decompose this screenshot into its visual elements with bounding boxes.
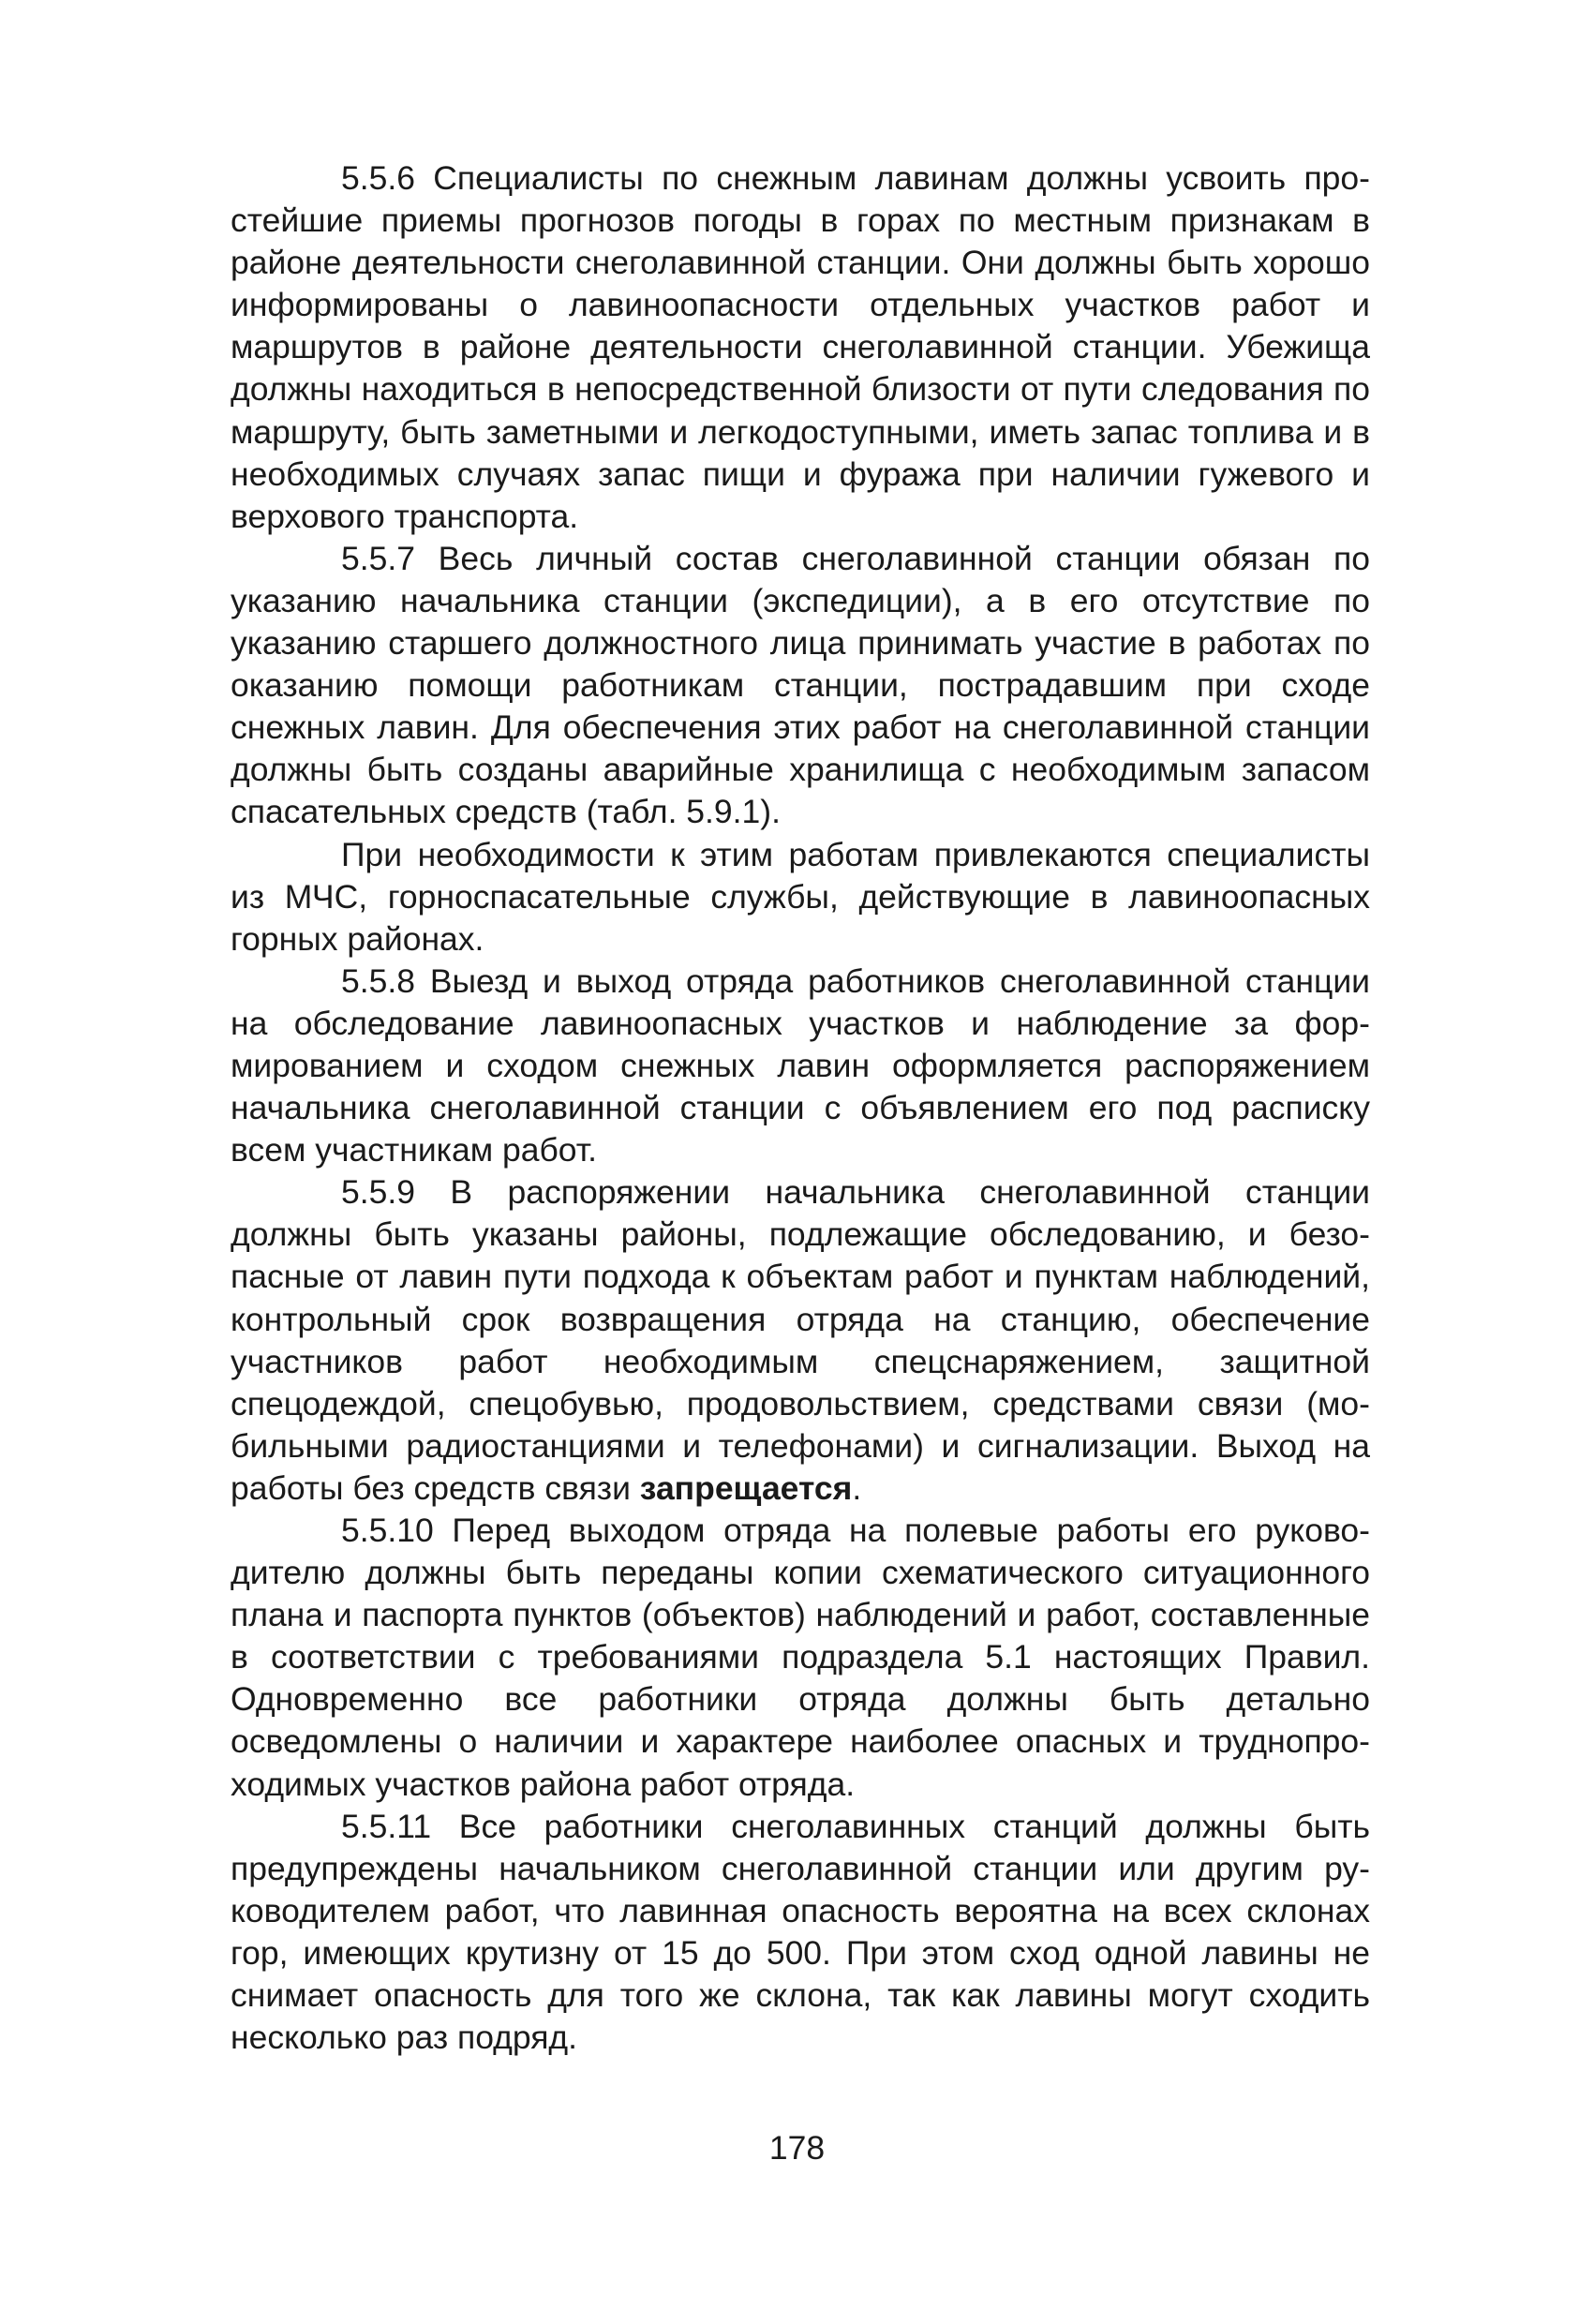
- paragraph-5-5-9-emphasis: запрещается: [639, 1468, 853, 1507]
- paragraph-5-5-10: 5.5.10 Перед выходом отряда на полевые работы его руководителю должны быть переданы копии схематического ситуационного плана и паспорта пунктов (объектов) наблюдений и работ, составленные в соответствии с требованиями подраздела 5.1 настоящих Правил. Одновременно все работники отряда должны быть детально осведомлены о наличии и характере наиболее опасных и труднопроходимых участков района работ отряда.: [231, 1512, 1370, 1803]
- paragraph-5-5-7: 5.5.7 Весь личный состав снеголавинной станции обязан по указанию начальника станции (экспедиции), а в его отсутствие по указанию старшего должностного лица принимать участие в работах по оказанию помощи работникам станции, пострадавшим при сходе снежных лавин. Для обеспечения этих работ на снеголавинной станции должны быть созданы аварийные хранилища с необходимым запасом спасательных средств (табл. 5.9.1).: [231, 539, 1370, 831]
- paragraph-5-5-9-tail: .: [852, 1468, 862, 1507]
- page-number: 178: [768, 2129, 826, 2167]
- paragraph-5-5-8: 5.5.8 Выезд и выход отряда работников снеголавинной станции на обследование лавиноопасных участков и наблюдение за формированием и сходом снежных лавин оформляется распоряжением начальника снеголавинной станции с объявлением его под расписку всем участникам работ.: [231, 961, 1370, 1169]
- paragraph-5-5-9: [231, 1171, 1370, 1510]
- document-body: [231, 157, 1370, 2059]
- paragraph-5-5-7-continuation: При необходимости к этим работам привлекаются специалисты из МЧС, горноспасательные службы, действующие в лавиноопасных горных районах.: [231, 835, 1370, 958]
- paragraph-5-5-6: 5.5.6 Специалисты по снежным лавинам должны усвоить простейшие приемы прогнозов погоды в горах по местным признакам в районе деятельности снеголавинной станции. Они должны быть хорошо информированы о лавиноопасности отдельных участков работ и маршрутов в районе деятельности снеголавинной станции. Убежища должны находиться в непосредственной близости от пути следования по маршруту, быть заметными и легкодоступными, иметь запас топлива и в необходимых случаях запас пищи и фуража при наличии гужевого и верхового транспорта.: [231, 159, 1370, 535]
- paragraph-5-5-11: 5.5.11 Все работники снеголавинных станций должны быть предупреждены начальником снеголавинной станции или другим руководителем работ, что лавинная опасность вероятна на всех склонах гор, имеющих крутизну от 15 до 500. При этом сход одной лавины не снимает опасность для того же склона, так как лавины могут сходить несколько раз подряд.: [231, 1807, 1370, 2057]
- paragraph-5-5-9-text: 5.5.9 В распоряжении начальника снеголавинной станции должны быть указаны районы, подлежащие обследованию, и безопасные от лавин пути подхода к объектам работ и пунктам наблюдений, контрольный срок возвращения отряда на станцию, обеспечение участников работ необходимым спецснаряжением, защитной спецодеждой, спецобувью, продовольствием, средствами связи (мобильными радиостанциями и телефонами) и сигнализации. Выход на работы без средств связи: [231, 1173, 1370, 1507]
